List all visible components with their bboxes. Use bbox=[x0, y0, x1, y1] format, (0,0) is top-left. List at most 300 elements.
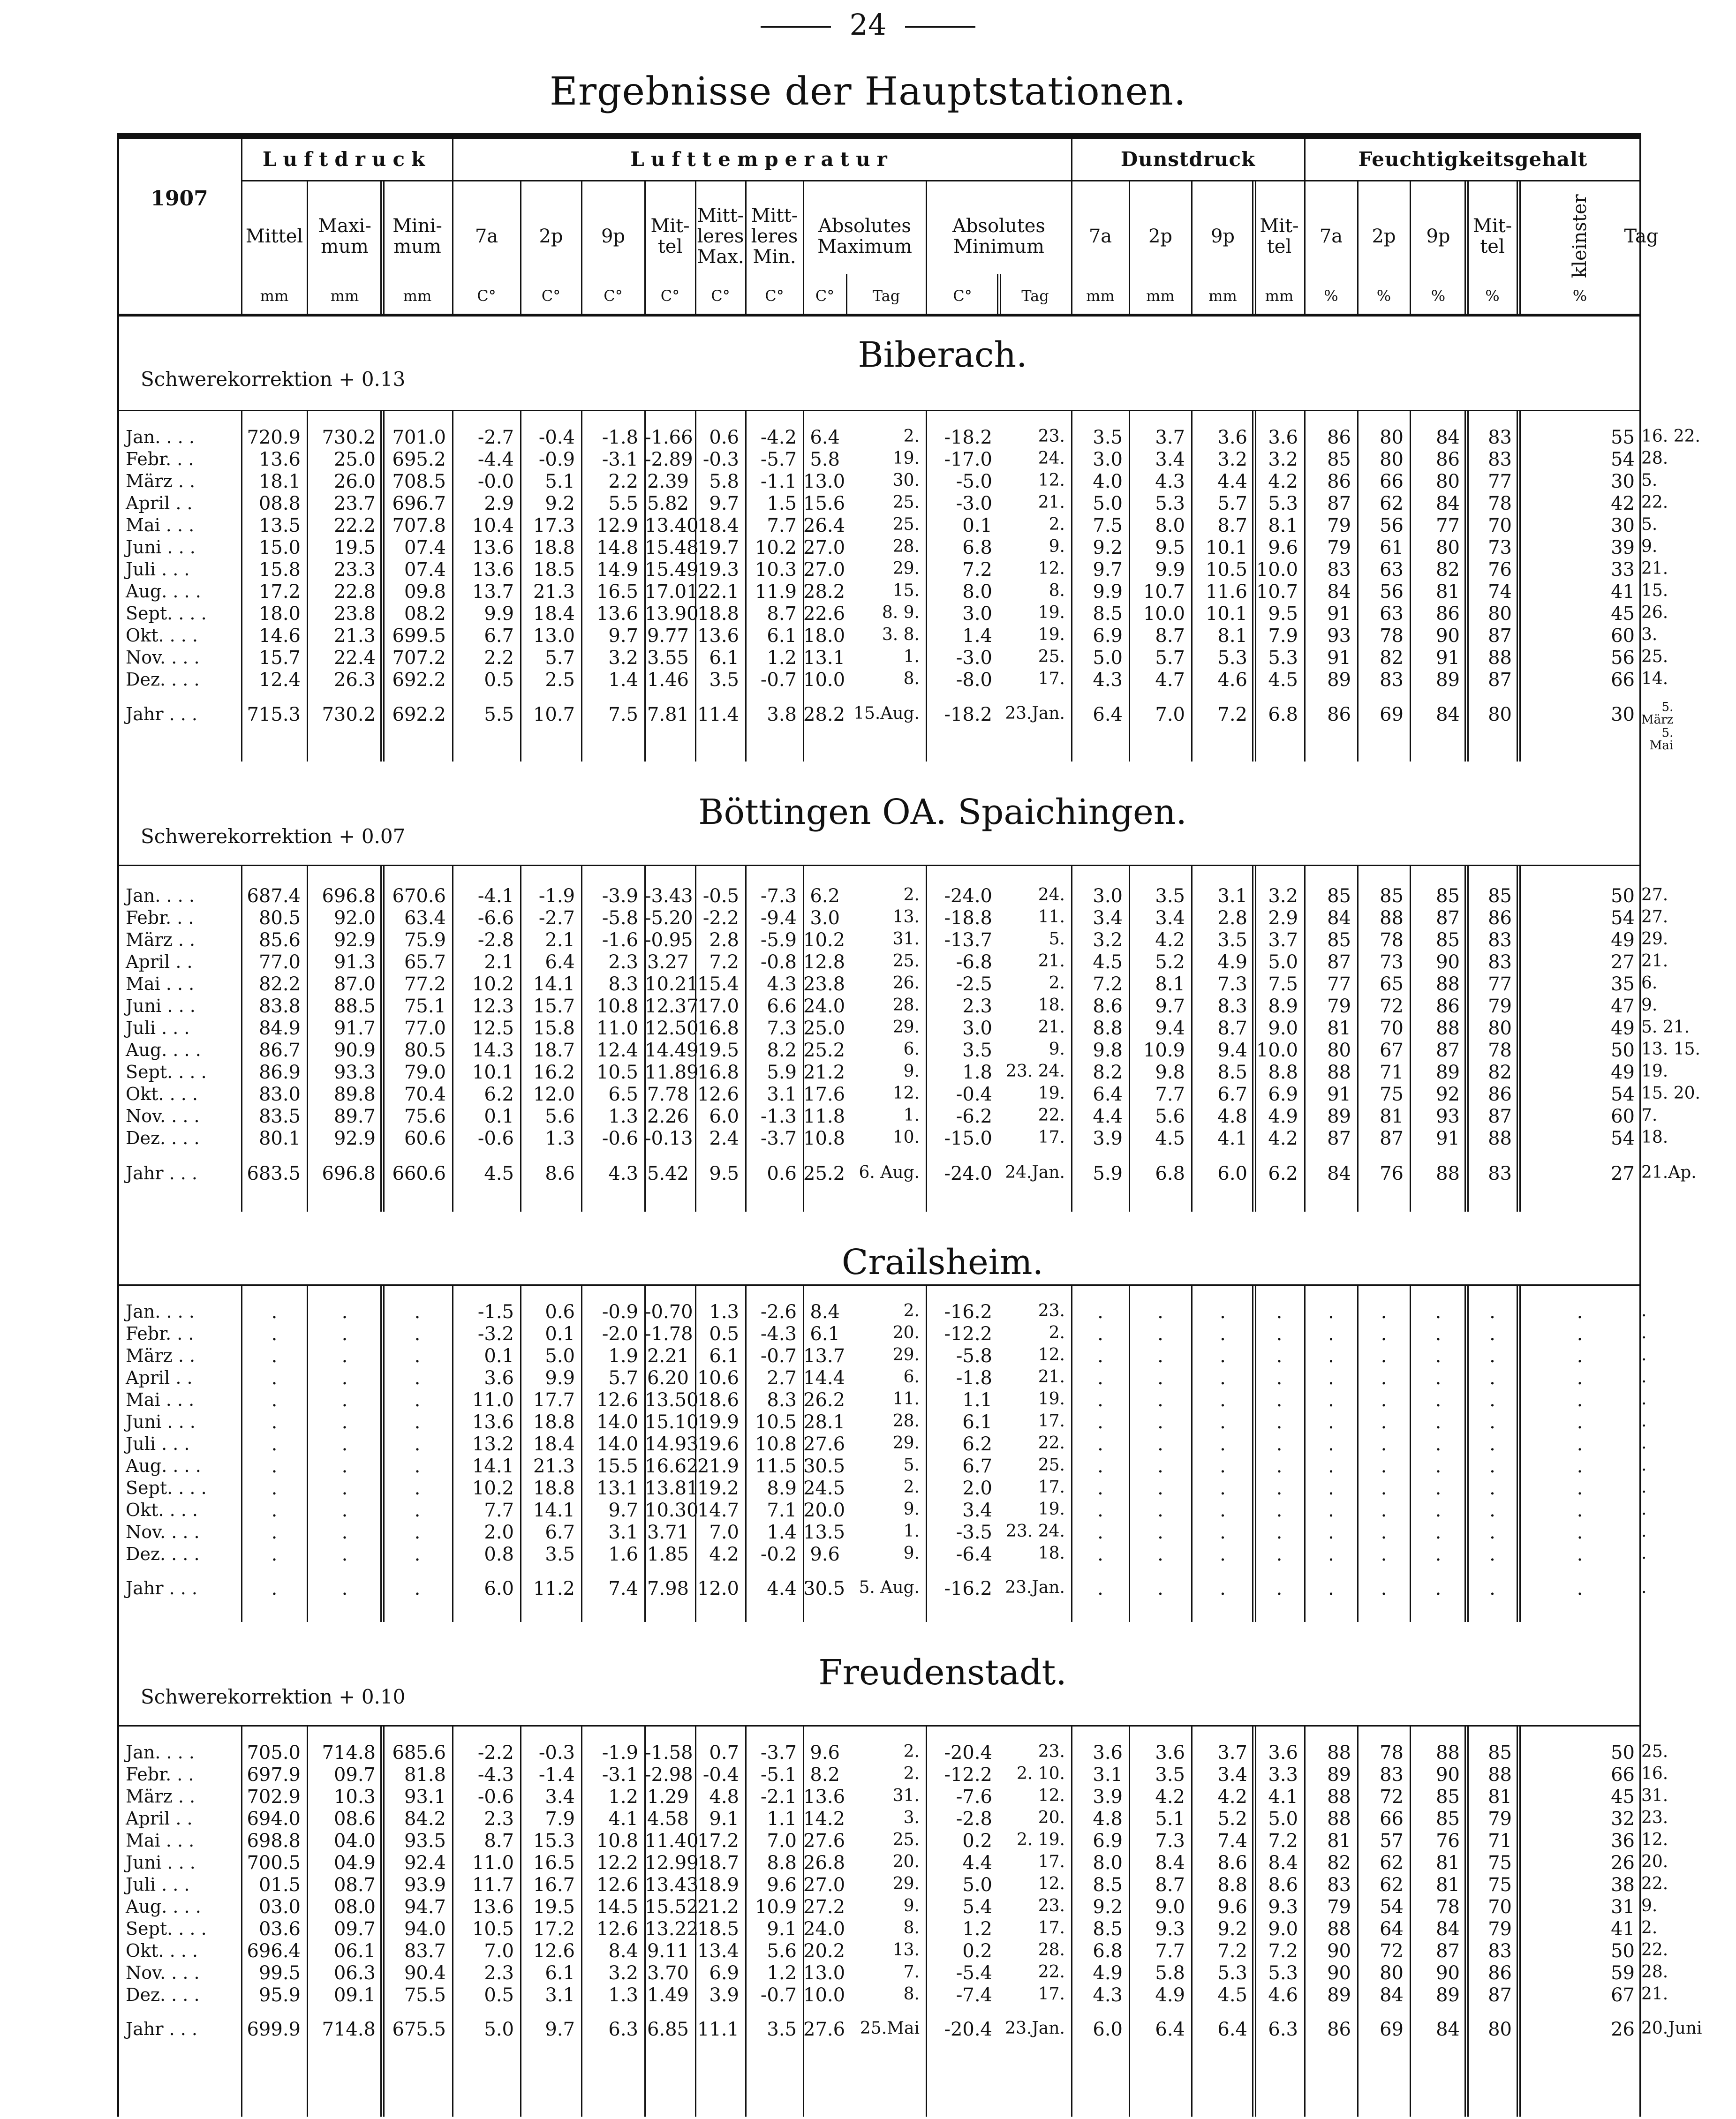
table-cell: 27.0 bbox=[803, 559, 845, 581]
table-cell: 29. bbox=[892, 1433, 920, 1453]
table-cell: 06.3 bbox=[333, 1962, 376, 1984]
table-cell: -18.2 bbox=[944, 427, 992, 448]
table-cell: 86 bbox=[1436, 995, 1460, 1017]
table-cell: 13.1 bbox=[596, 1478, 638, 1499]
table-cell: 73 bbox=[1380, 951, 1404, 973]
month-label: Dez. . . . bbox=[126, 1128, 200, 1148]
table-cell: 95.9 bbox=[258, 1984, 301, 2006]
table-cell: 6.9 bbox=[1268, 1084, 1298, 1105]
table-cell: 12.6 bbox=[596, 1918, 638, 1940]
table-cell: 8.6 bbox=[1217, 1852, 1247, 1874]
table-cell: 27.6 bbox=[803, 1433, 845, 1455]
table-cell: 11.7 bbox=[472, 1874, 514, 1896]
table-cell: 91 bbox=[1436, 1128, 1460, 1149]
table-cell: -4.2 bbox=[760, 427, 797, 448]
table-cell: . bbox=[1157, 1522, 1163, 1543]
table-cell: 31 bbox=[1611, 1896, 1635, 1918]
table-cell: -6.2 bbox=[956, 1106, 992, 1127]
table-cell: 33 bbox=[1611, 559, 1635, 581]
table-cell: . bbox=[271, 1411, 278, 1433]
table-cell: -1.8 bbox=[602, 427, 638, 448]
table-cell: 25. bbox=[892, 1830, 920, 1849]
column-header-5: 9p bbox=[601, 226, 626, 247]
table-cell: 25. bbox=[1038, 647, 1065, 666]
table-cell: 2. bbox=[1049, 973, 1065, 993]
table-cell: 83 bbox=[1380, 1764, 1404, 1786]
table-cell: 31. bbox=[892, 929, 920, 949]
table-cell: 29. bbox=[892, 1345, 920, 1365]
table-cell: 694.0 bbox=[247, 1808, 301, 1830]
table-cell: 3.6 bbox=[1268, 427, 1298, 448]
table-cell: 3.5 bbox=[1155, 885, 1185, 907]
table-cell: 12. bbox=[1641, 1830, 1668, 1849]
table-cell: 8.8 bbox=[767, 1852, 797, 1874]
table-cell: 69 bbox=[1380, 2019, 1404, 2040]
table-cell: . bbox=[341, 1367, 348, 1389]
table-cell: 18.4 bbox=[533, 1433, 575, 1455]
table-cell: 707.2 bbox=[392, 647, 446, 669]
table-cell: 3.4 bbox=[1093, 907, 1123, 929]
table-cell: 0.2 bbox=[962, 1940, 992, 1962]
table-cell: 12.99 bbox=[645, 1852, 699, 1874]
table-cell: 30 bbox=[1611, 471, 1635, 492]
table-cell: 84 bbox=[1327, 581, 1351, 603]
table-cell: 5.9 bbox=[1093, 1163, 1123, 1184]
month-label: Juli . . . bbox=[126, 559, 190, 580]
table-cell: 11.2 bbox=[533, 1578, 575, 1599]
table-cell: 4.3 bbox=[1093, 669, 1123, 691]
table-cell: 2. bbox=[1049, 515, 1065, 534]
table-cell: . bbox=[1328, 1433, 1334, 1455]
table-cell: 26.8 bbox=[803, 1852, 845, 1874]
table-cell: -6.4 bbox=[956, 1544, 992, 1565]
table-cell: 90 bbox=[1436, 625, 1460, 647]
table-cell: 4.3 bbox=[1093, 1984, 1123, 2006]
table-cell: 15.52 bbox=[645, 1896, 699, 1918]
table-cell: 27. bbox=[1641, 885, 1668, 905]
table-cell: . bbox=[1381, 1433, 1387, 1455]
table-cell: 87 bbox=[1488, 1106, 1512, 1127]
table-cell: 5.3 bbox=[1268, 1962, 1298, 1984]
table-cell: 88 bbox=[1488, 1764, 1512, 1786]
table-cell: . bbox=[1157, 1367, 1163, 1389]
table-cell: 3.2 bbox=[608, 1962, 638, 1984]
table-cell: 730.2 bbox=[322, 427, 376, 448]
table-cell: 19. bbox=[1038, 1389, 1065, 1409]
table-cell: -2.8 bbox=[477, 929, 514, 951]
table-cell: 16. bbox=[1641, 1764, 1668, 1783]
table-cell: 702.9 bbox=[247, 1786, 301, 1808]
table-cell: 79 bbox=[1488, 1918, 1512, 1940]
table-cell: 10.1 bbox=[1205, 603, 1247, 625]
table-cell: 87 bbox=[1488, 1984, 1512, 2006]
table-cell: 83 bbox=[1380, 669, 1404, 691]
table-cell: 25. bbox=[1641, 647, 1668, 666]
table-cell: 78 bbox=[1488, 1040, 1512, 1061]
table-cell: . bbox=[1276, 1478, 1283, 1499]
table-cell: 6.4 bbox=[545, 951, 575, 973]
table-cell: 21. bbox=[1641, 1984, 1668, 2004]
table-cell: 7.7 bbox=[1155, 1084, 1185, 1105]
table-cell: 8.5 bbox=[1093, 1918, 1123, 1940]
table-cell: 5.6 bbox=[767, 1940, 797, 1962]
table-cell: . bbox=[1276, 1345, 1283, 1367]
table-cell: . bbox=[1220, 1544, 1226, 1565]
table-cell: -24.0 bbox=[944, 885, 992, 907]
table-cell: 3.2 bbox=[608, 647, 638, 669]
table-cell: 3.6 bbox=[1093, 1742, 1123, 1764]
table-cell: 66 bbox=[1380, 1808, 1404, 1830]
table-cell: 87 bbox=[1327, 951, 1351, 973]
table-cell: 13.7 bbox=[472, 581, 514, 603]
table-cell: . bbox=[271, 1323, 278, 1345]
table-cell: 12.5 bbox=[472, 1018, 514, 1039]
table-cell: . bbox=[341, 1301, 348, 1323]
table-cell: 23. bbox=[1038, 1742, 1065, 1761]
table-cell: . bbox=[1489, 1411, 1495, 1433]
table-cell: 13.6 bbox=[596, 603, 638, 625]
table-cell: . bbox=[414, 1522, 421, 1543]
table-cell: 26.0 bbox=[333, 471, 376, 492]
table-cell: . bbox=[414, 1411, 421, 1433]
table-cell: 17. bbox=[1038, 1918, 1065, 1938]
table-cell: 4.8 bbox=[709, 1786, 739, 1808]
table-cell: . bbox=[1220, 1411, 1226, 1433]
table-cell: 26.2 bbox=[803, 1389, 845, 1411]
table-cell: 92.4 bbox=[404, 1852, 446, 1874]
table-cell: 697.9 bbox=[247, 1764, 301, 1786]
table-cell: 4.2 bbox=[1268, 1128, 1298, 1149]
table-cell: . bbox=[271, 1500, 278, 1521]
table-cell: 0.1 bbox=[484, 1106, 514, 1127]
table-cell: 20.Juni bbox=[1641, 2019, 1702, 2038]
table-cell: . bbox=[414, 1500, 421, 1521]
table-cell: . bbox=[1328, 1544, 1334, 1565]
table-cell: 4.0 bbox=[1093, 471, 1123, 492]
table-cell: 9.2 bbox=[1217, 1918, 1247, 1940]
table-cell: 10.8 bbox=[596, 1830, 638, 1852]
table-cell: 83 bbox=[1488, 929, 1512, 951]
table-cell: 4.2 bbox=[1268, 471, 1298, 492]
table-cell: 8.7 bbox=[1155, 625, 1185, 647]
table-cell: 14.6 bbox=[258, 625, 301, 647]
table-cell: 83.7 bbox=[404, 1940, 446, 1962]
table-cell: -4.3 bbox=[477, 1764, 514, 1786]
table-cell: 19. bbox=[1038, 603, 1065, 622]
table-cell: 81 bbox=[1327, 1018, 1351, 1039]
table-cell: 93 bbox=[1327, 625, 1351, 647]
table-cell: -3.7 bbox=[760, 1128, 797, 1149]
table-cell: 8.4 bbox=[810, 1301, 840, 1323]
table-cell: -0.3 bbox=[702, 449, 739, 470]
table-cell: 18.4 bbox=[697, 515, 739, 536]
month-label: Juni . . . bbox=[126, 1852, 196, 1873]
table-cell: 9.4 bbox=[1217, 1040, 1247, 1061]
table-cell: 27.6 bbox=[803, 1830, 845, 1852]
table-cell: 5.42 bbox=[647, 1163, 689, 1184]
table-cell: 3.0 bbox=[810, 907, 840, 929]
table-cell: 3.1 bbox=[767, 1084, 797, 1105]
table-cell: . bbox=[1577, 1478, 1583, 1499]
table-cell: 83 bbox=[1488, 1940, 1512, 1962]
table-cell: 5.2 bbox=[1155, 951, 1185, 973]
table-cell: 12. bbox=[1038, 1786, 1065, 1805]
table-cell: 86 bbox=[1488, 1962, 1512, 1984]
table-cell: 69 bbox=[1380, 704, 1404, 725]
table-cell: -0.5 bbox=[702, 885, 739, 907]
table-cell: 1.4 bbox=[962, 625, 992, 647]
table-cell: 10.7 bbox=[1143, 581, 1185, 603]
table-cell: 21.3 bbox=[533, 1455, 575, 1477]
table-cell: 80 bbox=[1488, 1018, 1512, 1039]
table-cell: . bbox=[1381, 1411, 1387, 1433]
table-cell: 10. bbox=[892, 1128, 920, 1147]
table-cell: 7.78 bbox=[647, 1084, 689, 1105]
table-cell: 76 bbox=[1436, 1830, 1460, 1852]
table-cell: -24.0 bbox=[944, 1163, 992, 1184]
table-cell: 90 bbox=[1327, 1962, 1351, 1984]
month-label: Aug. . . . bbox=[126, 1040, 201, 1060]
table-cell: 81.8 bbox=[404, 1764, 446, 1786]
table-cell: 28. bbox=[892, 995, 920, 1015]
table-cell: 79.0 bbox=[404, 1062, 446, 1083]
month-label: Juni . . . bbox=[126, 537, 196, 558]
table-cell: 714.8 bbox=[322, 1742, 376, 1764]
table-cell: 4.3 bbox=[608, 1163, 638, 1184]
table-cell: 88 bbox=[1488, 647, 1512, 669]
unit-label-9: C° bbox=[815, 287, 835, 305]
table-cell: 13.40 bbox=[645, 515, 699, 536]
table-cell: 84 bbox=[1327, 1163, 1351, 1184]
table-cell: . bbox=[1157, 1478, 1163, 1499]
table-cell: . bbox=[1577, 1389, 1583, 1411]
table-cell: 2.8 bbox=[1217, 907, 1247, 929]
table-cell: 15. 20. bbox=[1641, 1084, 1700, 1103]
table-cell: 18.0 bbox=[803, 625, 845, 647]
table-cell: 1.2 bbox=[767, 647, 797, 669]
table-cell: . bbox=[414, 1478, 421, 1499]
table-cell: 6.9 bbox=[709, 1962, 739, 1984]
table-cell: . bbox=[1097, 1478, 1103, 1499]
table-cell: 56 bbox=[1380, 581, 1404, 603]
table-cell: 2. bbox=[903, 885, 920, 905]
table-cell: 10.1 bbox=[1205, 537, 1247, 558]
table-cell: . bbox=[1276, 1433, 1283, 1455]
table-cell: . bbox=[1489, 1345, 1495, 1367]
table-cell: 6.1 bbox=[545, 1962, 575, 1984]
table-cell: 90 bbox=[1436, 1962, 1460, 1984]
table-cell: -3.43 bbox=[645, 885, 693, 907]
table-cell: -0.4 bbox=[956, 1084, 992, 1105]
table-cell: 17.2 bbox=[258, 581, 301, 603]
table-cell: 6.3 bbox=[608, 2019, 638, 2040]
table-cell: . bbox=[1381, 1345, 1387, 1367]
table-cell: 5.7 bbox=[608, 1367, 638, 1389]
page-number: 24 bbox=[0, 8, 1736, 42]
unit-label-11: C° bbox=[953, 287, 972, 305]
table-cell: 84.2 bbox=[404, 1808, 446, 1830]
table-cell: 80 bbox=[1380, 427, 1404, 448]
table-cell: 74 bbox=[1488, 581, 1512, 603]
table-cell: -3.1 bbox=[602, 1764, 638, 1786]
table-cell: . bbox=[1328, 1323, 1334, 1345]
table-cell: 3.0 bbox=[1093, 885, 1123, 907]
table-cell: . bbox=[414, 1578, 421, 1599]
table-cell: 75.9 bbox=[404, 929, 446, 951]
table-cell: 93 bbox=[1436, 1106, 1460, 1127]
table-cell: 0.5 bbox=[709, 1323, 739, 1345]
column-header-8: Mitt- leres Min. bbox=[751, 205, 798, 268]
table-cell: 83 bbox=[1327, 559, 1351, 581]
table-cell: 6.1 bbox=[810, 1323, 840, 1345]
table-cell: 19.5 bbox=[697, 1040, 739, 1061]
table-cell: 9. bbox=[1049, 1040, 1065, 1059]
table-cell: 09.7 bbox=[333, 1764, 376, 1786]
table-cell: 16.5 bbox=[596, 581, 638, 603]
table-cell: 5.3 bbox=[1268, 493, 1298, 514]
table-cell: 62 bbox=[1380, 1874, 1404, 1896]
table-cell: . bbox=[271, 1433, 278, 1455]
table-cell: . bbox=[1381, 1389, 1387, 1411]
column-header-15: 9p bbox=[1210, 226, 1235, 247]
table-cell: 660.6 bbox=[392, 1163, 446, 1184]
table-cell: 5.5 bbox=[484, 704, 514, 725]
table-cell: . bbox=[1435, 1544, 1442, 1565]
table-cell: 15.7 bbox=[258, 647, 301, 669]
table-cell: 4.5 bbox=[1155, 1128, 1185, 1149]
table-cell: 15.3 bbox=[533, 1830, 575, 1852]
table-cell: 13. 15. bbox=[1641, 1040, 1700, 1059]
month-label: Dez. . . . bbox=[126, 1544, 200, 1564]
table-cell: 13.6 bbox=[472, 537, 514, 558]
table-cell: 10.0 bbox=[1256, 559, 1298, 581]
table-cell: 3.5 bbox=[1093, 427, 1123, 448]
table-cell: . bbox=[1577, 1522, 1583, 1543]
table-cell: 6.6 bbox=[767, 995, 797, 1017]
table-cell: . bbox=[414, 1301, 421, 1323]
table-cell: . bbox=[1381, 1522, 1387, 1543]
table-cell: 9.7 bbox=[709, 493, 739, 514]
table-cell: 84 bbox=[1436, 1918, 1460, 1940]
table-cell: 26.4 bbox=[803, 515, 845, 536]
table-cell: 12.4 bbox=[258, 669, 301, 691]
table-cell: 10.9 bbox=[1143, 1040, 1185, 1061]
table-cell: . bbox=[271, 1301, 278, 1323]
table-cell: . bbox=[1435, 1478, 1442, 1499]
table-cell: 10.30 bbox=[645, 1500, 699, 1521]
table-cell: 0.6 bbox=[709, 427, 739, 448]
table-cell: 70 bbox=[1488, 1896, 1512, 1918]
table-cell: 24.Jan. bbox=[1005, 1163, 1065, 1182]
table-cell: 15. bbox=[1641, 581, 1668, 600]
table-cell: 19.6 bbox=[697, 1433, 739, 1455]
table-cell: 13.4 bbox=[697, 1940, 739, 1962]
table-cell: 25. bbox=[1038, 1455, 1065, 1475]
table-cell: 87 bbox=[1327, 1128, 1351, 1149]
table-cell: -7.3 bbox=[760, 885, 797, 907]
table-cell: 8.4 bbox=[1268, 1852, 1298, 1874]
table-cell: -2.98 bbox=[645, 1764, 693, 1786]
unit-label-6: C° bbox=[660, 287, 680, 305]
table-cell: 10.2 bbox=[803, 929, 845, 951]
table-cell: 6.8 bbox=[962, 537, 992, 558]
table-cell: 92.9 bbox=[333, 1128, 376, 1149]
table-cell: 6.0 bbox=[1093, 2019, 1123, 2040]
column-header-3: 7a bbox=[475, 226, 498, 247]
table-cell: . bbox=[1435, 1500, 1442, 1521]
unit-label-5: C° bbox=[604, 287, 623, 305]
table-cell: 27.2 bbox=[803, 1896, 845, 1918]
column-header-11: Absolutes Minimum bbox=[952, 215, 1045, 257]
table-cell: -0.7 bbox=[760, 669, 797, 691]
table-cell: 19.5 bbox=[333, 537, 376, 558]
column-header-14: 2p bbox=[1148, 226, 1173, 247]
table-cell: . bbox=[1489, 1455, 1495, 1477]
table-cell: 22.4 bbox=[333, 647, 376, 669]
table-cell: 77 bbox=[1436, 515, 1460, 536]
table-cell: . bbox=[271, 1544, 278, 1565]
table-cell: 08.0 bbox=[333, 1896, 376, 1918]
table-cell: 83.8 bbox=[258, 995, 301, 1017]
unit-label-0: mm bbox=[260, 287, 289, 305]
table-cell: 10.8 bbox=[803, 1128, 845, 1149]
table-cell: 6.7 bbox=[545, 1522, 575, 1543]
table-cell: 24. bbox=[1038, 449, 1065, 468]
table-cell: 12.0 bbox=[533, 1084, 575, 1105]
table-cell: 93.1 bbox=[404, 1786, 446, 1808]
table-cell: -0.0 bbox=[477, 471, 514, 492]
table-cell: . bbox=[1276, 1500, 1283, 1521]
table-cell: 3.0 bbox=[1093, 449, 1123, 470]
month-label: Sept. . . . bbox=[126, 1918, 207, 1939]
table-cell: 21. bbox=[1038, 951, 1065, 971]
table-cell: 1.2 bbox=[767, 1962, 797, 1984]
table-cell: 18.0 bbox=[258, 603, 301, 625]
table-cell: 2. 10. bbox=[1016, 1764, 1065, 1783]
table-cell: . bbox=[341, 1433, 348, 1455]
table-cell: . bbox=[1435, 1455, 1442, 1477]
table-cell: -2.7 bbox=[477, 427, 514, 448]
table-cell: 11. bbox=[1038, 907, 1065, 927]
table-cell: 3.6 bbox=[484, 1367, 514, 1389]
table-cell: 10.2 bbox=[755, 537, 797, 558]
table-cell: . bbox=[1489, 1389, 1495, 1411]
table-cell: 2.5 bbox=[545, 669, 575, 691]
table-cell: 23.8 bbox=[333, 603, 376, 625]
table-cell: 14.9 bbox=[596, 559, 638, 581]
table-cell: 83.5 bbox=[258, 1106, 301, 1127]
table-cell: 5.0 bbox=[1268, 951, 1298, 973]
table-cell: 9.1 bbox=[767, 1918, 797, 1940]
table-cell: . bbox=[341, 1345, 348, 1367]
table-cell: 8.4 bbox=[1155, 1852, 1185, 1874]
table-cell: 89 bbox=[1327, 1984, 1351, 2006]
table-cell: 21.3 bbox=[533, 581, 575, 603]
table-cell: 0.7 bbox=[709, 1742, 739, 1764]
table-cell: 3.1 bbox=[1093, 1764, 1123, 1786]
table-cell: 4.4 bbox=[767, 1578, 797, 1599]
table-cell: 10.6 bbox=[697, 1367, 739, 1389]
table-cell: 12. bbox=[1038, 1874, 1065, 1893]
table-cell: 0.1 bbox=[545, 1323, 575, 1345]
table-cell: . bbox=[1328, 1367, 1334, 1389]
table-cell: . bbox=[1577, 1323, 1583, 1345]
table-cell: . bbox=[1220, 1478, 1226, 1499]
table-cell: -20.4 bbox=[944, 1742, 992, 1764]
table-cell: 7.2 bbox=[1217, 704, 1247, 725]
table-cell: 28. bbox=[1641, 449, 1668, 468]
table-cell: 08.8 bbox=[258, 493, 301, 514]
